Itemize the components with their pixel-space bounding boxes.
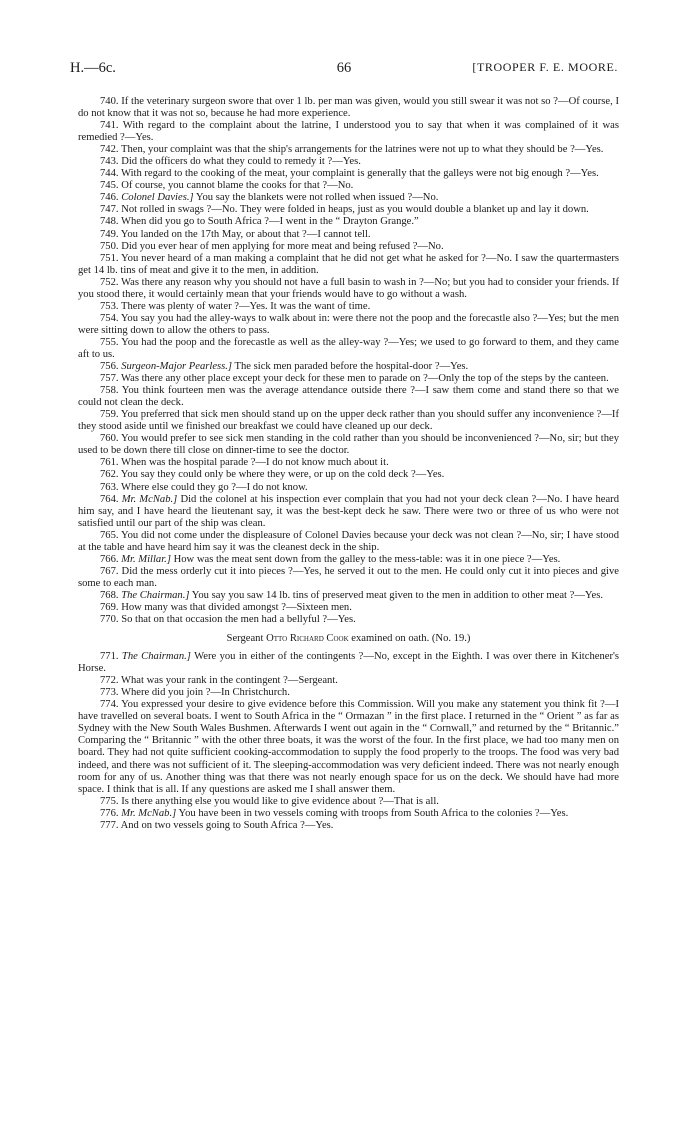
page-header <box>70 60 618 80</box>
question-answer-paragraph: 774. You expressed your desire to give evidence before this Commission. Will you make any statement you think fit ?—I have travelled on several boats. I went to South Africa in the “ Ormazan ” in the first place. I returned in the “ Orient ” as far as Sydney with the New South Wales Bushmen. Afterwards I went out again in the “ Cornwall,” and returned by the “ Britannic.” Comparing the “ Britannic ” with the other three boats, it was the worst of the four. In the first place, we had too many men on board. They had not quite sufficient cooking-accommodation to supply the food properly to the troops. The food was very bad indeed, and there was not sufficient of it. The sleeping-accommodation was very deficient indeed. There was not nearly enough room for any of us. Another thing was that there was not nearly enough space for us on the deck. We should have had more space. I think that is all. If any questions are asked me I shall answer them. <box>78 699 619 795</box>
question-text: Were you in either of the contingents ?—No, except in the Eighth. I was over there in Kitchener's Horse. <box>78 651 620 675</box>
question-answer-paragraph <box>78 808 619 820</box>
question-answer-paragraph: 741. With regard to the complaint about the latrine, I understood you to say that when it was complained of it was remedied ?—Yes. <box>78 120 619 144</box>
question-answer-paragraph: 758. You think fourteen men was the average attendance outside there ?—I saw them come and stand there so that we could not clean the deck. <box>78 385 619 409</box>
page-number: 66 <box>336 60 352 76</box>
question-answer-paragraph: 772. What was your rank in the contingent ?—Sergeant. <box>100 675 338 687</box>
speaker-name: Mr. Millar.] <box>121 553 171 565</box>
section-heading-prefix: Sergeant <box>226 633 264 645</box>
speaker-name: The Chairman.] <box>121 651 191 663</box>
question-number: 746. <box>100 192 119 204</box>
witness-name: Otto Richard Cook <box>266 633 349 645</box>
question-answer-paragraph: 740. If the veterinary surgeon swore that over 1 lb. per man was given, would you still swear it was not so ?—Of course, I do not know that it was not so, because he had more experience. <box>78 96 619 120</box>
question-answer-paragraph: 777. And on two vessels going to South Africa ?—Yes. <box>100 819 334 831</box>
speaker-name: The Chairman.] <box>121 589 190 601</box>
question-answer-paragraph: 745. Of course, you cannot blame the cooks for that ?—No. <box>100 180 354 192</box>
question-text: The sick men paraded before the hospital-door ?—Yes. <box>234 361 469 373</box>
question-number: 764. <box>100 493 119 505</box>
question-answer-paragraph: 748. When did you go to South Africa ?—I went in the “ Drayton Grange.” <box>100 216 419 228</box>
witness-header: [TROOPER F. E. MOORE. <box>472 60 618 74</box>
speaker-name: Surgeon-Major Pearless.] <box>121 361 233 373</box>
section-heading-suffix: examined on oath. (No. 19.) <box>351 633 471 645</box>
question-answer-paragraph: 751. You never heard of a man making a complaint that he did not get what he asked for ?—No. I saw the quartermasters get 14 lb. tins of meat and give it to the men, in addition. <box>78 252 619 276</box>
question-answer-paragraph: 755. You had the poop and the forecastle as well as the alley-way ?—Yes; we used to go forward to them, and they came aft to us. <box>78 336 619 360</box>
speaker-name: Mr. McNab.] <box>121 493 178 505</box>
question-answer-paragraph: 770. So that on that occasion the men had a bellyful ?—Yes. <box>100 614 356 626</box>
question-text: Did the colonel at his inspection ever complain that you had not your deck clean ?—No. I have heard him say, and I have heard the lieutenant say, it was the best-kept deck he saw. There were two or three of us who were not satisfied until our part of the ship was clean. <box>78 493 619 529</box>
question-answer-paragraph <box>78 651 619 675</box>
question-answer-paragraph: 742. Then, your complaint was that the ship's arrangements for the latrines were not up to what they should be ?—Yes. <box>100 144 604 156</box>
evidence-list-cook <box>78 651 619 832</box>
question-answer-paragraph: 743. Did the officers do what they could to remedy it ?—Yes. <box>100 156 361 168</box>
question-answer-paragraph: 759. You preferred that sick men should stand up on the upper deck rather than you should suffer any inconvenience ?—If they stood aside until we finished our breakfast we could have cleaned up our deck. <box>78 409 619 433</box>
question-answer-paragraph <box>78 554 619 566</box>
question-answer-paragraph: 752. Was there any reason why you should not have a full basin to wash in ?—No; but you had to consider your friends. If you stood there, it would certainly mean that your friends would have to go without a wash. <box>78 276 619 300</box>
question-answer-paragraph: 769. How many was that divided amongst ?—Sixteen men. <box>100 601 352 613</box>
question-number: 771. <box>100 651 119 663</box>
question-answer-paragraph: 773. Where did you join ?—In Christchurch. <box>100 687 290 699</box>
question-number: 756. <box>100 361 119 373</box>
question-answer-paragraph: 753. There was plenty of water ?—Yes. It was the want of time. <box>100 300 371 312</box>
question-answer-paragraph <box>78 361 619 373</box>
question-text: How was the meat sent down from the galley to the mess-table: was it in one piece ?—Yes. <box>173 553 561 565</box>
question-answer-paragraph <box>78 590 619 602</box>
question-text: You say you saw 14 lb. tins of preserved meat given to the men in addition to other meat ?—Yes. <box>191 589 603 601</box>
question-number: 766. <box>100 553 119 565</box>
evidence-list-moore <box>78 96 619 626</box>
question-number: 776. <box>100 807 119 819</box>
question-answer-paragraph: 744. With regard to the cooking of the meat, your complaint is generally that the galleys were not big enough ?—Yes. <box>100 168 599 180</box>
question-answer-paragraph: 749. You landed on the 17th May, or about that ?—I cannot tell. <box>100 228 371 240</box>
evidence-body <box>78 96 619 832</box>
question-answer-paragraph <box>78 192 619 204</box>
speaker-name: Colonel Davies.] <box>121 192 194 204</box>
question-text: You say the blankets were not rolled when issued ?—No. <box>195 192 439 204</box>
question-answer-paragraph: 754. You say you had the alley-ways to walk about in: were there not the poop and the forecastle also ?—Yes; but the men were sitting down to allow the others to pass. <box>78 312 619 336</box>
section-heading <box>78 633 619 645</box>
question-answer-paragraph: 760. You would prefer to see sick men standing in the cold rather than you should be inconvenienced ?—No, sir; but they used to be down there till close on dinner-time to see the doctor. <box>78 433 619 457</box>
question-text: You have been in two vessels coming with troops from South Africa to the colonies ?—Yes. <box>178 807 569 819</box>
question-number: 768. <box>100 589 119 601</box>
speaker-name: Mr. McNab.] <box>121 807 177 819</box>
document-reference: H.—6c. <box>70 60 116 76</box>
question-answer-paragraph: 757. Was there any other place except your deck for these men to parade on ?—Only the top of the steps by the canteen. <box>100 373 609 385</box>
question-answer-paragraph <box>78 494 619 530</box>
question-answer-paragraph: 763. Where else could they go ?—I do not know. <box>100 481 308 493</box>
question-answer-paragraph: 775. Is there anything else you would like to give evidence about ?—That is all. <box>100 795 439 807</box>
question-answer-paragraph: 762. You say they could only be where they were, or up on the cold deck ?—Yes. <box>100 469 445 481</box>
question-answer-paragraph: 765. You did not come under the displeasure of Colonel Davies because your deck was not clean ?—No, sir; I have stood at the table and have heard him say it was the cleanest deck in the ship. <box>78 529 619 553</box>
question-answer-paragraph: 767. Did the mess orderly cut it into pieces ?—Yes, he served it out to the men. He could only cut it into pieces and give some to each man. <box>78 565 619 589</box>
question-answer-paragraph: 761. When was the hospital parade ?—I do not know much about it. <box>100 457 389 469</box>
question-answer-paragraph: 747. Not rolled in swags ?—No. They were folded in heaps, just as you would double a blanket up and lay it down. <box>100 204 589 216</box>
question-answer-paragraph: 750. Did you ever hear of men applying for more meat and being refused ?—No. <box>100 240 444 252</box>
